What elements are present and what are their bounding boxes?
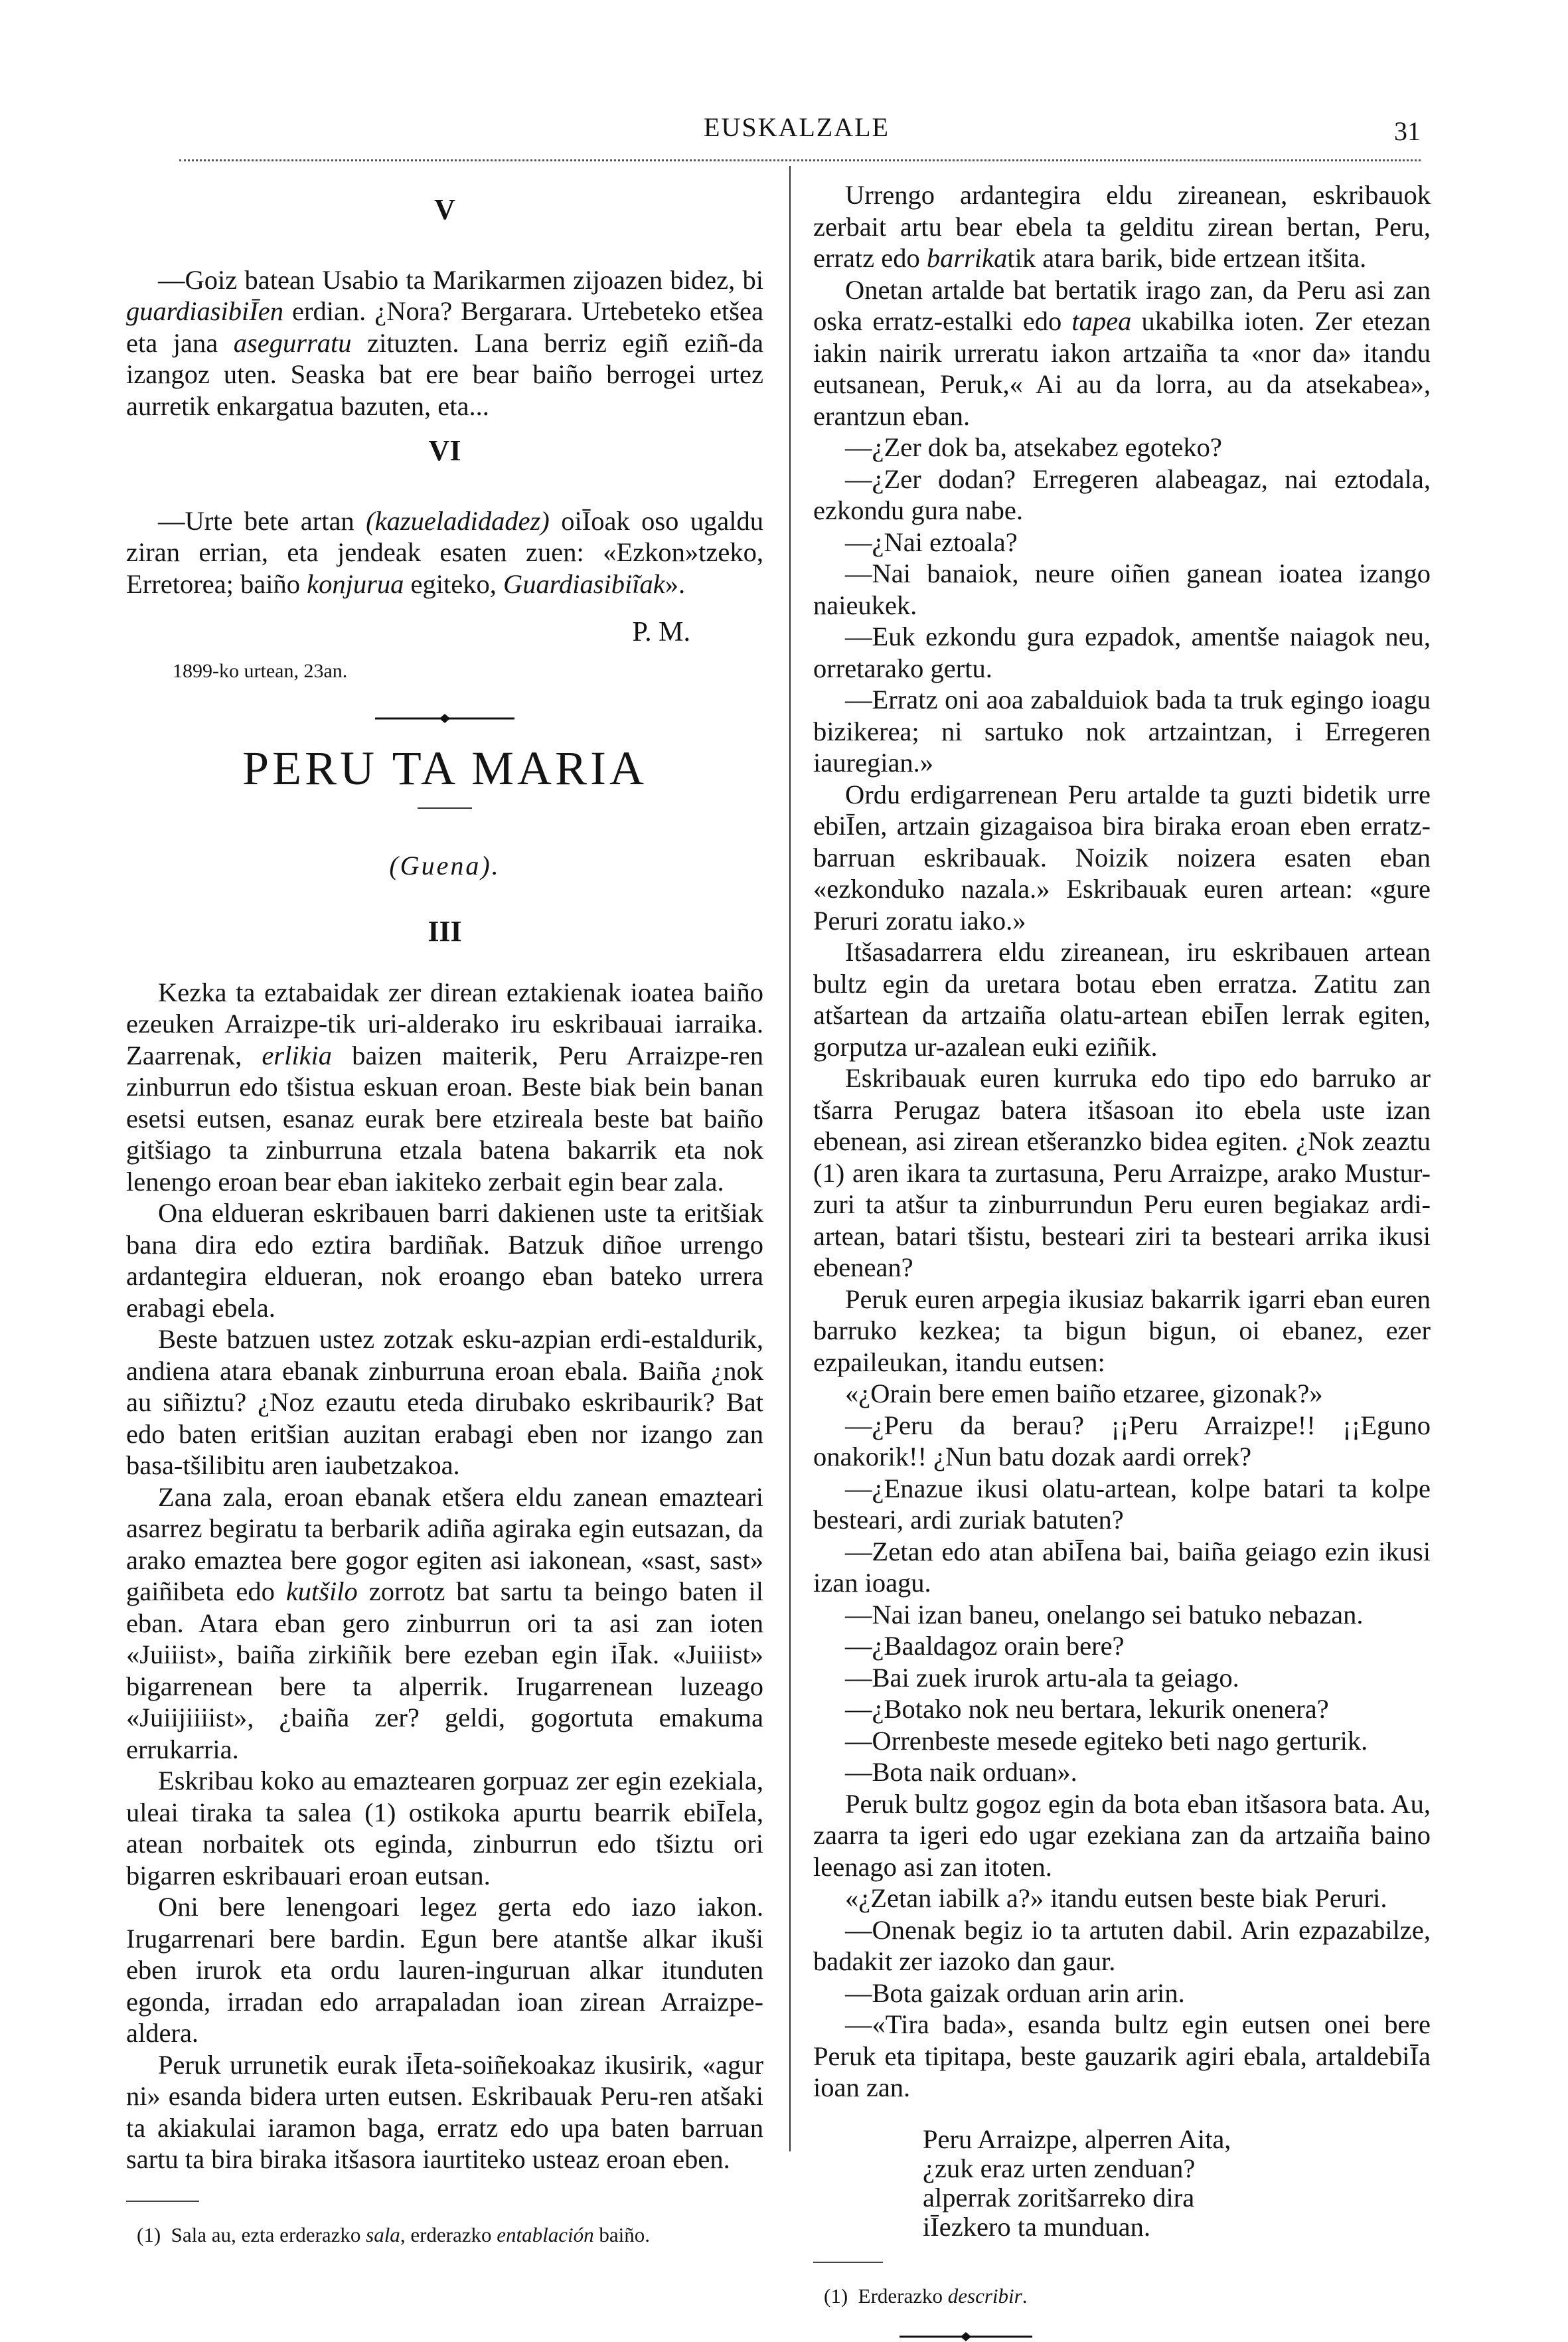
- story-subtitle: (Guena).: [389, 850, 501, 880]
- text-run: baiño.: [593, 2222, 650, 2246]
- italic-term: kutšilo: [285, 1576, 358, 1606]
- italic-term: guardiasibiĪen: [126, 296, 283, 326]
- section-heading-v: V: [434, 193, 455, 226]
- dialogue-line: —¿Peru da berau? ¡¡Peru Arraizpe!! ¡¡Eguno onakorik!! ¿Nun batu dozak aardi orrek?: [813, 1410, 1431, 1471]
- italic-term: tapea: [1071, 306, 1132, 336]
- italic-term: sala: [366, 2222, 400, 2246]
- dialogue-line: —Erratz oni aoa zabalduiok bada ta truk egingo ioagu bizikerea; ni sartuko nok artzaintzan, i Erregeren iauregian.»: [813, 685, 1431, 778]
- story-paragraph: [126, 1481, 763, 1766]
- story-paragraph: [813, 274, 1431, 432]
- page-header: [173, 106, 1421, 153]
- text-run: Erderazko: [858, 2284, 948, 2307]
- story-paragraph: Ona eldueran eskribauen barri dakienen uste ta eritšiak bana dira edo eztira bardiñak. Batzuk diñoe urrengo ardantegira eldueran, nok eroango eban bateko urrera erabagi ebela.: [126, 1198, 763, 1323]
- footnote-marker: (1): [137, 2222, 161, 2246]
- dialogue-line: —Onenak begiz io ta artuten dabil. Arin ezpazabilze, badakit zer iazoko dan gaur.: [813, 1914, 1431, 1976]
- dialogue-line: —Bota naik orduan».: [845, 1757, 1077, 1787]
- text-run: zituzten. Lana berriz egiñ eziñ-da izangoz uten. Seaska bat ere bear baiño berrogei urtez aurretik enkargatua bazuten, eta...: [126, 327, 763, 421]
- dialogue-line: —¿Baaldagoz orain bere?: [845, 1631, 1125, 1661]
- text-run: egiteko,: [404, 568, 503, 599]
- story-paragraph: Beste batzuen ustez zotzak esku-azpian erdi-estaldurik, andiena atara ebanak zinburruna eroan ebala. Baiña ¿nok au siñiztu? ¿Noz ezautu eteda dirubako eskribaurik? Bat edo baten eritšian auzitan erabagi eben nor izango zan basa-tšilibitu aren iaubetzakoa.: [126, 1324, 763, 1480]
- dialogue-line: —Zetan edo atan abiĪena bai, baiña geiago ezin ikusi izan ioagu.: [813, 1536, 1431, 1598]
- dialogue-line: —¿Botako nok neu bertara, lekurik onenera?: [845, 1694, 1329, 1724]
- text-run: zorrotz bat sartu ta beingo baten il eban. Atara eban gero zinburrun ori ta asi zan ioten «Juiiist», baiña zirkiñik bere ezeban egin iĪak. «Juiiist» bigarrenean bere ta alperrik. Irugarrenean luzeago «Juiijiiiist», ¿baiña zer? geldi, gogortuta emakuma errukarria.: [126, 1576, 763, 1764]
- text-run: ukabilka ioten. Zer etezan iakin nairik urreratu iakon artzaiña ta «nor da» itandu eutsanean, Peruk,« Ai au da lorra, au da atsekabea», erantzun eban.: [813, 306, 1431, 431]
- story-paragraph: Eskribauak euren kurruka edo tipo edo barruko ar tšarra Perugaz batera itšasoan ito ebela uste izan ebenean, asi zirean etšeranzko bidea egiten. ¿Nok zeaztu (1) aren ikara ta zurtasuna, Peru Arraizpe, arako Mustur-zuri ta atšur ta zinburrundun Peru euren begiakaz ardi-artean, batari tšistu, besteari ziri ta besteari arrika ikusi ebenean?: [813, 1063, 1431, 1282]
- dateline: 1899-ko urtean, 23an.: [173, 659, 348, 682]
- story-paragraph: Itšasadarrera eldu zireanean, iru eskribauen artean bultz egin da uretara botau eben erratza. Zatitu zan atšartean da artzaiña olatu-artean ebiĪen lerrak egiten, gorputza ur-azalean euki eziñik.: [813, 937, 1431, 1062]
- page-number: 31: [1394, 116, 1421, 146]
- header-rule: [179, 159, 1421, 161]
- verse-line: ¿zuk eraz urten zenduan?: [923, 2153, 1196, 2183]
- dialogue-line: —Orrenbeste mesede egiteko beti nago gerturik.: [845, 1725, 1368, 1756]
- dialogue-line: —Bai zuek irurok artu-ala ta geiago.: [845, 1662, 1239, 1693]
- italic-term: konjurua: [307, 568, 404, 599]
- text-run: —Urte bete artan: [158, 505, 366, 536]
- section-v-paragraph: [126, 264, 763, 422]
- text-run: .: [1022, 2284, 1028, 2307]
- footnote-rule: [126, 2201, 199, 2202]
- ornament-divider-icon: [375, 713, 514, 724]
- dialogue-line: —Nai izan baneu, onelango sei batuko nebazan.: [845, 1599, 1364, 1630]
- footnote-marker: (1): [824, 2284, 848, 2307]
- text-run: Kezka ta eztabaidak zer direan eztakienak ioatea baiño ezeuken Arraizpe-tik uri-alderako iru eskribauai iarraika. Zaarrenak,: [126, 977, 763, 1070]
- italic-term: describir: [947, 2284, 1022, 2307]
- text-run: —Goiz batean Usabio ta Marikarmen zijoazen bidez, bi: [158, 264, 763, 295]
- text-run: tik atara barik, bide ertzean itšita.: [1007, 243, 1367, 273]
- dialogue-line: —¿Zer dok ba, atsekabez egoteko?: [845, 432, 1222, 462]
- closing-verse: [813, 2125, 1431, 2242]
- ornament-divider-icon: [900, 2331, 1032, 2342]
- verse-line: iĪezkero ta munduan.: [923, 2211, 1150, 2242]
- text-run: baizen maiterik, Peru Arraizpe-ren zinburrun edo tšistua eskuan eroan. Beste biak bein banan esetsi eutsen, esanaz eurak bere etzireala beste bat baiño gitšiago ta zinburruna etzala batena bakarrik eta nok lenengo eroan bear eban iakiteko zerbait egin bear zala.: [126, 1040, 763, 1197]
- text-run: oiĪoak oso ugaldu ziran errian, eta jendeak esaten zuen: «Ezkon»tzeko, Erretorea; baiño: [126, 505, 763, 599]
- story-paragraph: Ordu erdigarrenean Peru artalde ta guzti bidetik urre ebiĪen, artzain gizagaisoa bira biraka eroan eben erratz-barruan eskribauak. Noizik noizera esaten eban «ezkonduko nazala.» Eskribauak euren artean: «gure Peruri zoratu iako.»: [813, 779, 1431, 936]
- right-column: [813, 179, 1431, 2342]
- story-paragraph: [813, 179, 1431, 274]
- footnote-rule: [813, 2262, 883, 2263]
- dialogue-line: —Bota gaizak orduan arin arin.: [845, 1977, 1185, 2008]
- text-run: Sala au, ezta erderazko: [171, 2222, 366, 2246]
- text-run: Onetan artalde bat bertatik irago zan, da Peru asi zan oska erratz-estalki edo: [813, 274, 1431, 336]
- section-vi-paragraph: [126, 505, 763, 600]
- text-run: erdian. ¿Nora? Bergarara. Urtebeteko etšea eta jana: [126, 296, 763, 358]
- author-signature: P. M.: [632, 617, 690, 647]
- dialogue-line: —¿Nai eztoala?: [845, 527, 1018, 557]
- italic-term: asegurratu: [233, 327, 352, 358]
- footnote: [126, 2219, 763, 2251]
- footnote: [813, 2280, 1431, 2312]
- text-run: ».: [665, 568, 686, 599]
- dialogue-line: —Euk ezkondu gura ezpadok, amentše naiagok neu, orretarako gertu.: [813, 622, 1431, 683]
- dialogue-line: —«Tira bada», esanda bultz egin eutsen onei bere Peruk eta tipitapa, beste gauzarik agiri ebala, artaldebiĪa ioan zan.: [813, 2009, 1431, 2102]
- dialogue-line: —Nai banaiok, neure oiñen ganean ioatea izango naieukek.: [813, 558, 1431, 620]
- story-paragraph: Eskribau koko au emaztearen gorpuaz zer egin ezekiala, uleai tiraka ta salea (1) ostikoka apurtu bearrik ebiĪela, atean norbaitek ots eginda, zinburrun edo tšiztu ori bigarren eskribauari eroan eutsan.: [126, 1766, 763, 1890]
- left-column: [126, 179, 763, 2250]
- column-divider: [789, 166, 791, 2151]
- story-paragraph: Peruk urrunetik eurak iĪeta-soiñekoakaz ikusirik, «agur ni» esanda bidera urten eutsen. Eskribauak Peru-ren atšaki ta akiakulai iaramon baga, erratz edo upa baten barruan sartu ta bira biraka itšasora iaurtiteko usteaz eroan eben.: [126, 2049, 763, 2174]
- italic-term: Guardiasibiĩak: [503, 568, 665, 599]
- running-title: EUSKALZALE: [704, 112, 890, 142]
- title-rule: [418, 807, 472, 809]
- story-paragraph: Peruk euren arpegia ikusiaz bakarrik igarri eban euren barruko kezkea; ta bigun bigun, oi ebanez, ezer ezpaileukan, itandu eutsen:: [813, 1284, 1431, 1377]
- text-run: Urrengo ardantegira eldu zireanean, eskribauok zerbait artu bear ebela ta gelditu zirean bertan, Peru, erratz edo: [813, 180, 1431, 273]
- section-heading-vi: VI: [428, 434, 461, 467]
- verse-line: alperrak zoritšarreko dira: [923, 2182, 1195, 2213]
- italic-term: barrika: [926, 243, 1008, 273]
- italic-term: entablación: [497, 2222, 594, 2246]
- italic-term: erlikia: [262, 1040, 333, 1070]
- text-run: , erderazko: [400, 2222, 497, 2246]
- verse-line: Peru Arraizpe, alperren Aita,: [923, 2124, 1231, 2154]
- text-run: Zana zala, eroan ebanak etšera eldu zanean emazteari asarrez begiratu ta berbarik adiña agiraka egin eutsazan, da arako emaztea bere gogor egiten asi iakonean, «sast, sast» gaiñibeta edo: [126, 1481, 763, 1606]
- chapter-heading: III: [428, 915, 462, 948]
- story-paragraph: Peruk bultz gogoz egin da bota eban itšasora bata. Au, zaarra ta igeri edo ugar ezekiana zan da artzaiña baino leenago asi zan itoten.: [813, 1788, 1431, 1882]
- dialogue-line: «¿Zetan iabilk a?» itandu eutsen beste biak Peruri.: [845, 1883, 1387, 1913]
- story-paragraph: [126, 977, 763, 1198]
- story-title: PERU TA MARIA: [242, 742, 647, 795]
- dialogue-line: —¿Enazue ikusi olatu-artean, kolpe batari ta kolpe besteari, ardi zuriak batuten?: [813, 1473, 1431, 1535]
- dialogue-line: —¿Zer dodan? Erregeren alabeagaz, nai eztodala, ezkondu gura nabe.: [813, 463, 1431, 525]
- dialogue-line: «¿Orain bere emen baiño etzaree, gizonak?»: [845, 1379, 1323, 1408]
- story-paragraph: Oni bere lenengoari legez gerta edo iazo iakon. Irugarrenari bere bardin. Egun bere atantše alkar ikuši eben irurok eta ordu lauren-inguruan alkar itunduten egonda, irradan edo arrapaladan ioan zirean Arraizpe-aldera.: [126, 1892, 763, 2048]
- italic-term: (kazueladidadez): [366, 505, 550, 536]
